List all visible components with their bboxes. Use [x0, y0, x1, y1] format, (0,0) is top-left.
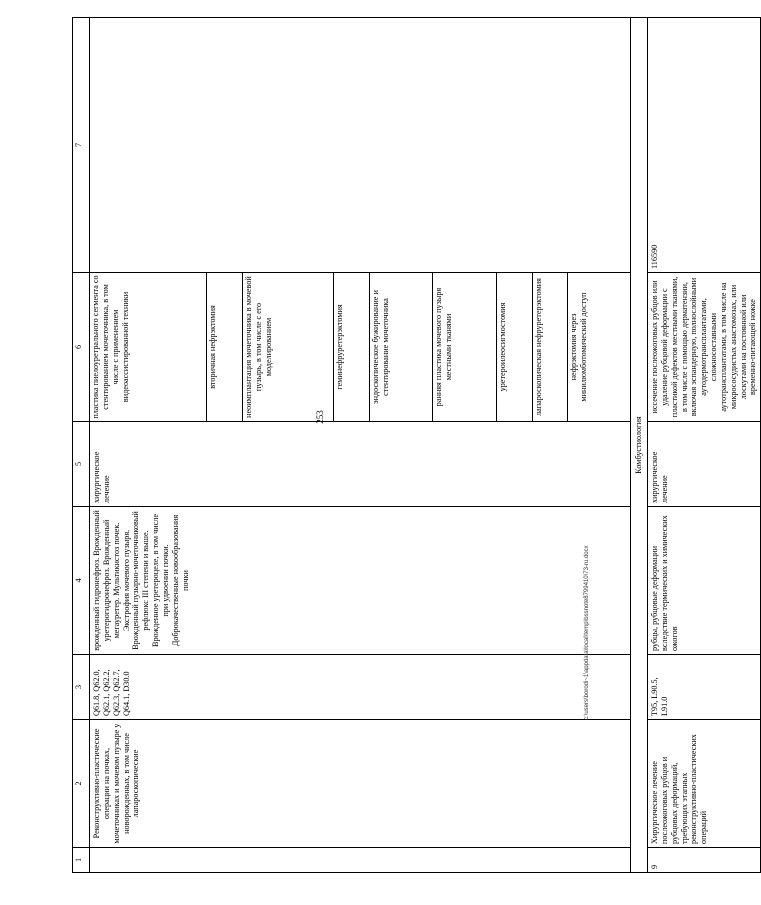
header-col-3: 3 — [73, 655, 90, 720]
method-item: вторичная нефрэктомия — [207, 273, 243, 421]
row2-number: 9 — [648, 848, 761, 873]
row1-cost — [90, 18, 631, 273]
method-item: ранняя пластика мочевого пузыря местными тканями — [433, 273, 496, 421]
section-row — [631, 18, 648, 873]
row1-diagnosis: врожденный гидронефроз. Врожденный уретерогидронефроз. Врожденный мегауретер. Мультикистоз почек. Экстрофия мочевого пузыря. Врожденный пузырно-мочеточниковый рефлюкс III степени и выше. Врожденное уретероцеле, в том числе при удвоении почки. Доброкачественные новообразования почки — [90, 507, 631, 655]
row2-icd-codes: T95, L90.5, L91.0 — [648, 655, 761, 720]
row2-diagnosis: рубцы, рубцовые деформации вследствие термических и химических ожогов — [648, 507, 761, 655]
method-item: уретероилеосигмостомия — [496, 273, 532, 421]
row1-methods — [90, 273, 631, 422]
header-row — [73, 18, 90, 873]
method-item: нефрэктомия через минилюмботомический доступ — [568, 273, 630, 421]
header-col-6: 6 — [73, 273, 90, 422]
table-row — [648, 18, 761, 873]
header-col-2: 2 — [73, 720, 90, 848]
table-row — [90, 18, 631, 873]
row1-methods-list — [90, 273, 630, 421]
row2-method-group: Хирургическое лечение послеожоговых рубцов и рубцовых деформаций, требующих этапных реконструктивно-пластических операций — [648, 720, 761, 848]
row1-icd-codes: Q61.8, Q62.0, Q62.1, Q62.2, Q62.3, Q62.7, Q64.1, D30.0 — [90, 655, 631, 720]
method-item: эндоскопическое бужирование и стентирование мочеточника — [370, 273, 433, 421]
file-path-footer: c:\users\borodi~1\appdata\local\temp\bssnote8799410\73-ru.docx — [584, 545, 590, 720]
page-number: 253 — [315, 410, 325, 424]
row1-treatment-type: хирургическое лечение — [90, 422, 631, 507]
method-item: пластика пиелоуретрального сегмента со стентированием мочеточника, в том числе с применением видеоассистированной техники — [91, 275, 130, 419]
header-col-5: 5 — [73, 422, 90, 507]
section-title: Комбустиология — [631, 18, 648, 873]
header-col-1: 1 — [73, 848, 90, 873]
header-col-7: 7 — [73, 18, 90, 273]
header-col-4: 4 — [73, 507, 90, 655]
row2-cost: 116590 — [648, 18, 761, 273]
rotated-table-container — [72, 18, 758, 873]
procedures-table — [72, 17, 761, 873]
method-item: лапароскопическая нефруретерэктомия — [532, 273, 568, 421]
row2-treatment-type: хирургическое лечение — [648, 422, 761, 507]
row1-method-group: Реконструктивно-пластические операции на почках, мочеточниках и мочевом пузыре у новорожденных, в том числе лапароскопические — [90, 720, 631, 848]
row2-methods: иссечение послеожоговых рубцов или удаление рубцовой деформации с пластикой дефектов местными тканями, в том числе с помощью дерматензии, включая эспандерную, полнослойными аутодермотрансплантатами, сложносоставными аутотрансплантатами, в том числе на микрососудистых анастомозах, или лоскутами на постоянной или временно-питающей ножке — [648, 273, 761, 422]
method-item: геминефруретерэктомия — [334, 273, 370, 421]
method-item: неоимплантация мочеточника в мочевой пузырь, в том числе с его моделированием — [243, 273, 334, 421]
row1-number — [90, 848, 631, 873]
